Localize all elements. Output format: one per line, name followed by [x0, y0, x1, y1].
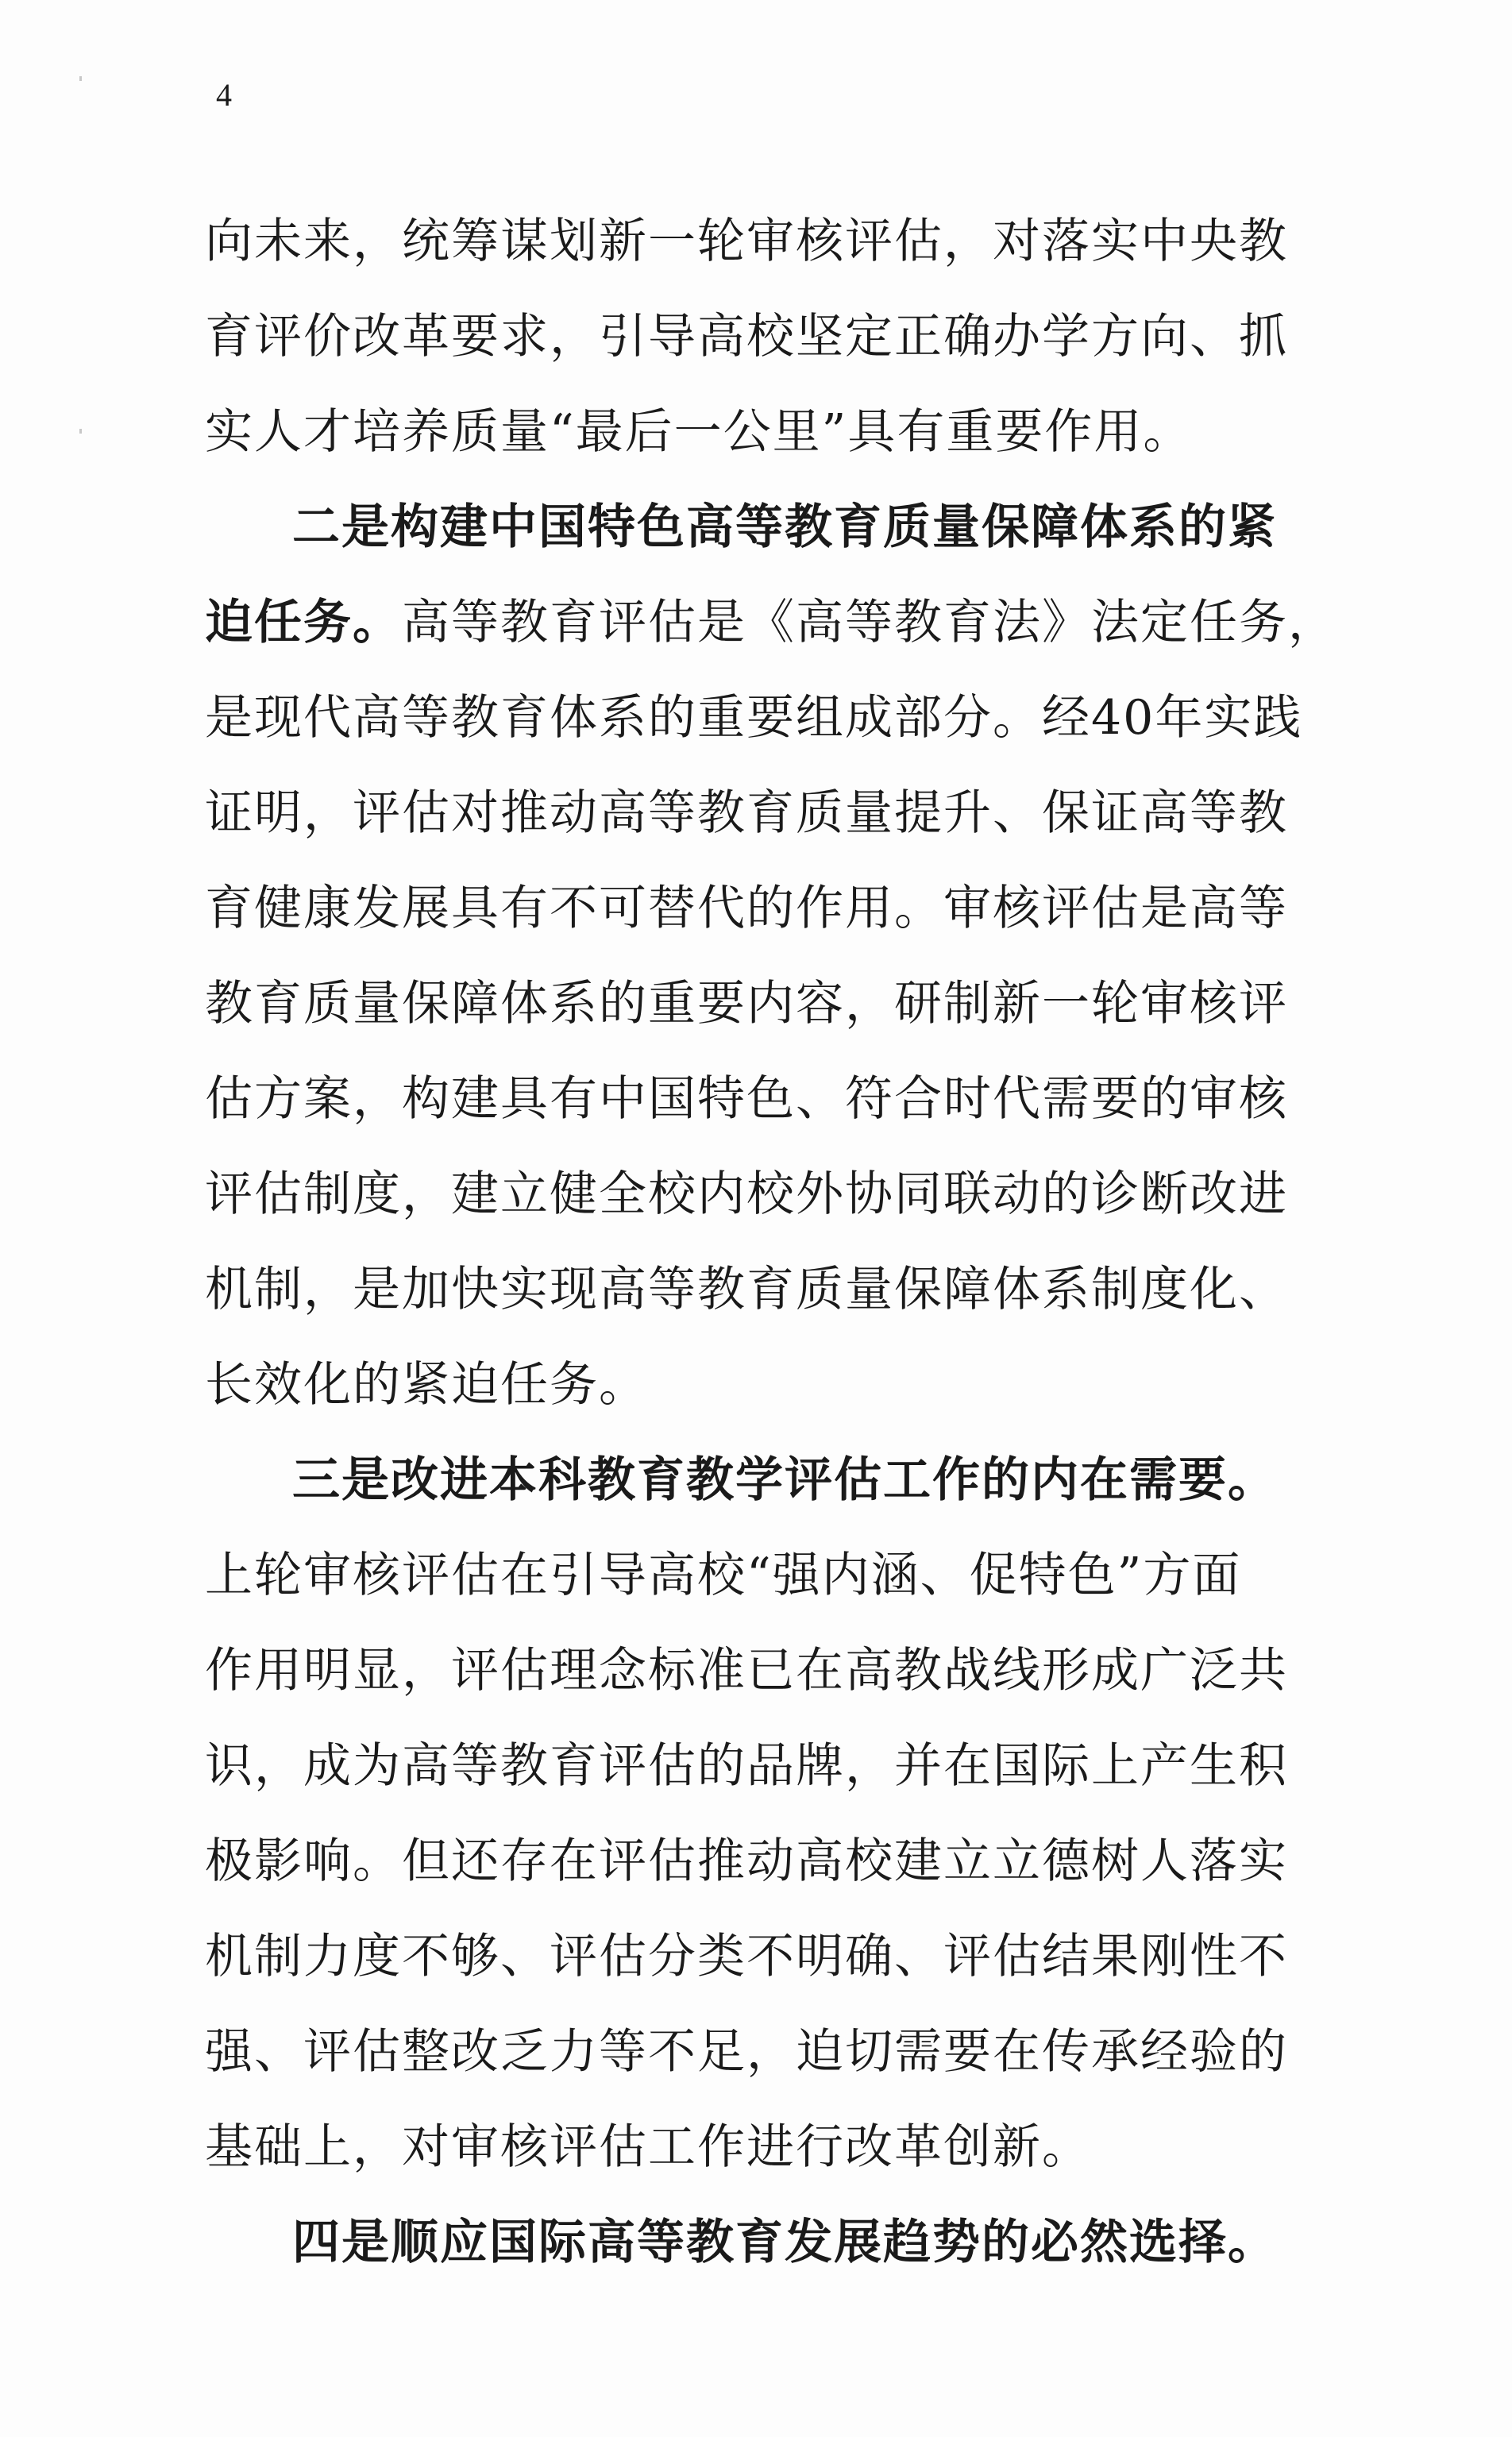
- text-line: [205, 956, 1309, 1051]
- text-line: [205, 575, 1337, 670]
- bold-heading-text: 三是改进本科教育教学评估工作的内在需要。: [292, 1452, 1277, 1508]
- body-text: [205, 194, 1337, 2290]
- line-text: 高等教育评估是《高等教育法》法定任务，: [402, 595, 1337, 650]
- bold-heading-text: 二是构建中国特色高等教育质量保障体系的紧: [292, 499, 1277, 555]
- line-text: 是现代高等教育体系的重要组成部分。经40年实践: [205, 690, 1303, 746]
- text-line: [205, 1337, 1309, 1433]
- scan-mark: [79, 429, 82, 434]
- text-line: [205, 384, 1309, 480]
- text-line: [205, 2004, 1309, 2100]
- line-text: 评估制度，建立健全校内校外协同联动的诊断改进: [205, 1166, 1288, 1222]
- text-line: [205, 2100, 1309, 2195]
- line-text: 向未来，统筹谋划新一轮审核评估，对落实中央教: [205, 214, 1288, 269]
- text-line: [205, 1909, 1309, 2004]
- line-text: 机制力度不够、评估分类不明确、评估结果刚性不: [205, 1929, 1288, 1984]
- text-line: [205, 2195, 1309, 2290]
- text-line: [205, 1718, 1309, 1814]
- text-line: [205, 670, 1309, 765]
- text-line: [205, 194, 1309, 289]
- line-text: 作用明显，评估理念标准已在高教战线形成广泛共: [205, 1643, 1288, 1699]
- line-text: 识，成为高等教育评估的品牌，并在国际上产生积: [205, 1738, 1288, 1794]
- text-line: [205, 1814, 1309, 1909]
- bold-heading-text: 四是顺应国际高等教育发展趋势的必然选择。: [292, 2215, 1277, 2270]
- line-text: 极影响。但还存在评估推动高校建立立德树人落实: [205, 1834, 1288, 1889]
- line-text: 强、评估整改乏力等不足，迫切需要在传承经验的: [205, 2024, 1288, 2080]
- line-text: 育评价改革要求，引导高校坚定正确办学方向、抓: [205, 309, 1288, 364]
- line-text: 教育质量保障体系的重要内容，研制新一轮审核评: [205, 976, 1288, 1031]
- line-text: 实人才培养质量“最后一公里”具有重要作用。: [205, 404, 1193, 460]
- line-text: 上轮审核评估在引导高校“强内涵、促特色”方面: [205, 1548, 1242, 1603]
- line-text: 证明，评估对推动高等教育质量提升、保证高等教: [205, 785, 1288, 841]
- text-line: [205, 1051, 1309, 1147]
- text-line: [205, 289, 1309, 384]
- text-line: [205, 765, 1309, 861]
- page-number: 4: [216, 77, 232, 113]
- line-text: 基础上，对审核评估工作进行改革创新。: [205, 2119, 1091, 2175]
- line-text: 育健康发展具有不可替代的作用。审核评估是高等: [205, 881, 1288, 936]
- line-text: 机制，是加快实现高等教育质量保障体系制度化、: [205, 1262, 1288, 1317]
- text-line: [205, 1147, 1309, 1242]
- bold-heading-text: 迫任务。: [205, 595, 402, 650]
- line-text: 长效化的紧迫任务。: [205, 1357, 648, 1413]
- text-line: [205, 1528, 1309, 1623]
- text-line: [205, 480, 1309, 575]
- text-line: [205, 1623, 1309, 1718]
- text-line: [205, 1242, 1309, 1337]
- text-line: [205, 1433, 1309, 1528]
- scan-mark: [79, 76, 82, 81]
- line-text: 估方案，构建具有中国特色、符合时代需要的审核: [205, 1071, 1288, 1127]
- text-line: [205, 861, 1309, 956]
